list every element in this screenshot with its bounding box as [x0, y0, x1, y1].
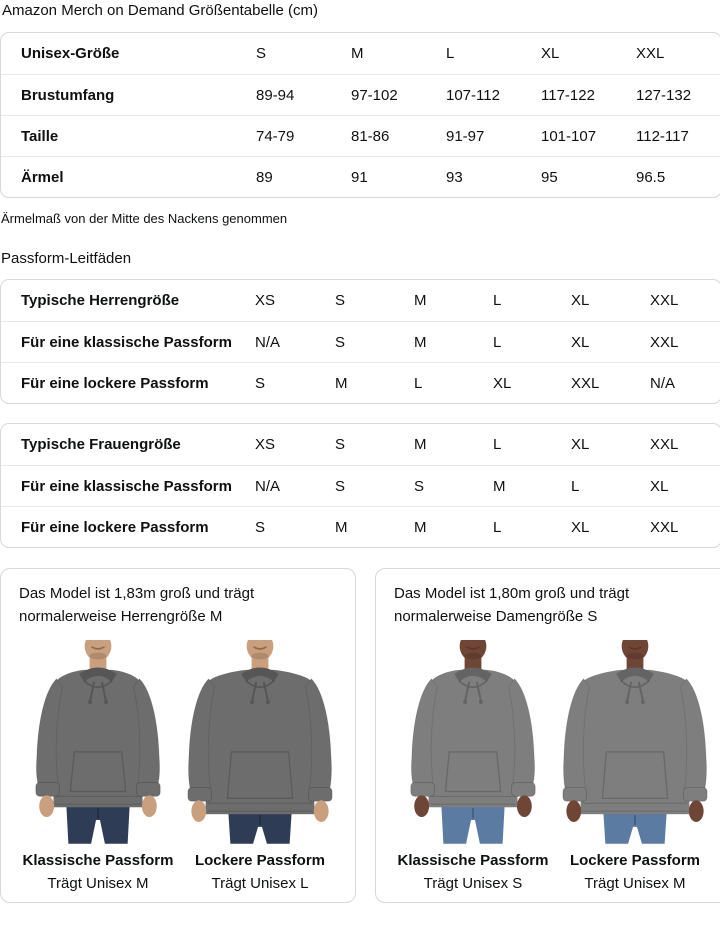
row-label: Taille [1, 115, 256, 156]
fit-caption: Lockere Passform [194, 852, 326, 869]
cell-value: XL [571, 436, 590, 453]
table-row [1, 321, 720, 362]
row-label: Ärmel [1, 156, 256, 197]
sleeve-measure-footnote: Ärmelmaß von der Mitte des Nackens genommen [1, 211, 288, 226]
cell-value: 81-86 [351, 115, 446, 156]
table-row [1, 362, 720, 403]
cell-value: XL [571, 506, 650, 547]
cell-value: M [414, 506, 493, 547]
cell-value: L [493, 506, 571, 547]
model-photo-loose-fit [181, 640, 339, 845]
table-row [1, 74, 720, 115]
row-label: Typische Herrengröße [21, 292, 180, 309]
cell-value: XL [571, 321, 650, 362]
table-row [1, 465, 720, 506]
cell-value: S [256, 45, 267, 62]
hoodie-model-illustration [394, 640, 552, 845]
model-photo-classic-fit [394, 640, 552, 845]
fit-caption: Klassische Passform [397, 852, 549, 869]
row-label: Für eine lockere Passform [1, 506, 255, 547]
cell-value: L [493, 292, 502, 309]
cell-value: XXL [636, 45, 665, 62]
cell-value: S [335, 321, 414, 362]
cell-value: XL [571, 292, 590, 309]
model-figure-classic [19, 640, 177, 892]
size-worn-caption: Trägt Unisex M [584, 875, 686, 892]
cell-value: 112-117 [636, 115, 720, 156]
cell-value: M [414, 321, 493, 362]
cell-value: L [571, 465, 650, 506]
model-figures [19, 640, 339, 892]
table-row [1, 156, 720, 197]
cell-value: S [414, 465, 493, 506]
cell-value: 89 [256, 156, 351, 197]
row-label: Unisex-Größe [21, 45, 120, 62]
cell-value: XXL [650, 292, 679, 309]
cell-value: M [351, 45, 364, 62]
model-figure-loose [181, 640, 339, 892]
cell-value: N/A [650, 362, 720, 403]
womens-model-card [375, 568, 720, 903]
cell-value: S [255, 506, 335, 547]
size-worn-caption: Trägt Unisex S [423, 875, 523, 892]
cell-value: S [335, 292, 346, 309]
fit-caption: Lockere Passform [569, 852, 701, 869]
cell-value: 97-102 [351, 74, 446, 115]
cell-value: 91 [351, 156, 446, 197]
cell-value: L [493, 321, 571, 362]
cell-value: 93 [446, 156, 541, 197]
table-row [1, 280, 720, 321]
cell-value: 89-94 [256, 74, 351, 115]
womens-fit-table [0, 423, 720, 548]
table-row [1, 115, 720, 156]
cell-value: L [414, 362, 493, 403]
model-photo-loose-fit [556, 640, 714, 845]
model-photo-classic-fit [19, 640, 177, 845]
cell-value: 101-107 [541, 115, 636, 156]
hoodie-model-illustration [181, 640, 339, 845]
cell-value: XXL [650, 506, 720, 547]
mens-fit-table [0, 279, 720, 404]
cell-value: XXL [650, 436, 679, 453]
cell-value: 107-112 [446, 74, 541, 115]
cell-value: L [493, 436, 502, 453]
cell-value: M [414, 292, 427, 309]
cell-value: 96.5 [636, 156, 720, 197]
model-figure-classic [394, 640, 552, 892]
cell-value: M [493, 465, 571, 506]
model-figures [394, 640, 714, 892]
cell-value: M [335, 506, 414, 547]
cell-value: XL [650, 465, 720, 506]
cell-value: M [414, 436, 427, 453]
table-row [1, 424, 720, 465]
cell-value: XS [255, 292, 276, 309]
cell-value: M [335, 362, 414, 403]
cell-value: L [446, 45, 455, 62]
row-label: Für eine klassische Passform [1, 321, 255, 362]
size-worn-caption: Trägt Unisex M [47, 875, 149, 892]
fit-guides-heading: Passform-Leitfäden [1, 250, 132, 267]
cell-value: XL [493, 362, 571, 403]
cell-value: S [255, 362, 335, 403]
model-description: Das Model ist 1,80m groß und trägt normalerweise Damengröße S [394, 585, 630, 625]
model-cards [0, 568, 720, 903]
size-worn-caption: Trägt Unisex L [211, 875, 309, 892]
unisex-size-table [0, 32, 720, 198]
fit-caption: Klassische Passform [22, 852, 174, 869]
cell-value: XS [255, 436, 276, 453]
cell-value: 117-122 [541, 74, 636, 115]
table-row [1, 506, 720, 547]
cell-value: S [335, 436, 346, 453]
row-label: Für eine klassische Passform [1, 465, 255, 506]
cell-value: XL [541, 45, 560, 62]
cell-value: 91-97 [446, 115, 541, 156]
row-label: Für eine lockere Passform [1, 362, 255, 403]
cell-value: S [335, 465, 414, 506]
hoodie-model-illustration [556, 640, 714, 845]
row-label: Typische Frauengröße [21, 436, 181, 453]
model-description: Das Model ist 1,83m groß und trägt normalerweise Herrengröße M [19, 585, 255, 625]
hoodie-model-illustration [19, 640, 177, 845]
page-title: Amazon Merch on Demand Größentabelle (cm) [2, 2, 318, 19]
model-figure-loose [556, 640, 714, 892]
row-label: Brustumfang [1, 74, 256, 115]
cell-value: 74-79 [256, 115, 351, 156]
cell-value: 127-132 [636, 74, 720, 115]
mens-model-card [0, 568, 356, 903]
cell-value: 95 [541, 156, 636, 197]
size-chart-page [0, 2, 720, 903]
cell-value: XXL [571, 362, 650, 403]
cell-value: N/A [255, 465, 335, 506]
table-row [1, 33, 720, 74]
cell-value: XXL [650, 321, 720, 362]
cell-value: N/A [255, 321, 335, 362]
